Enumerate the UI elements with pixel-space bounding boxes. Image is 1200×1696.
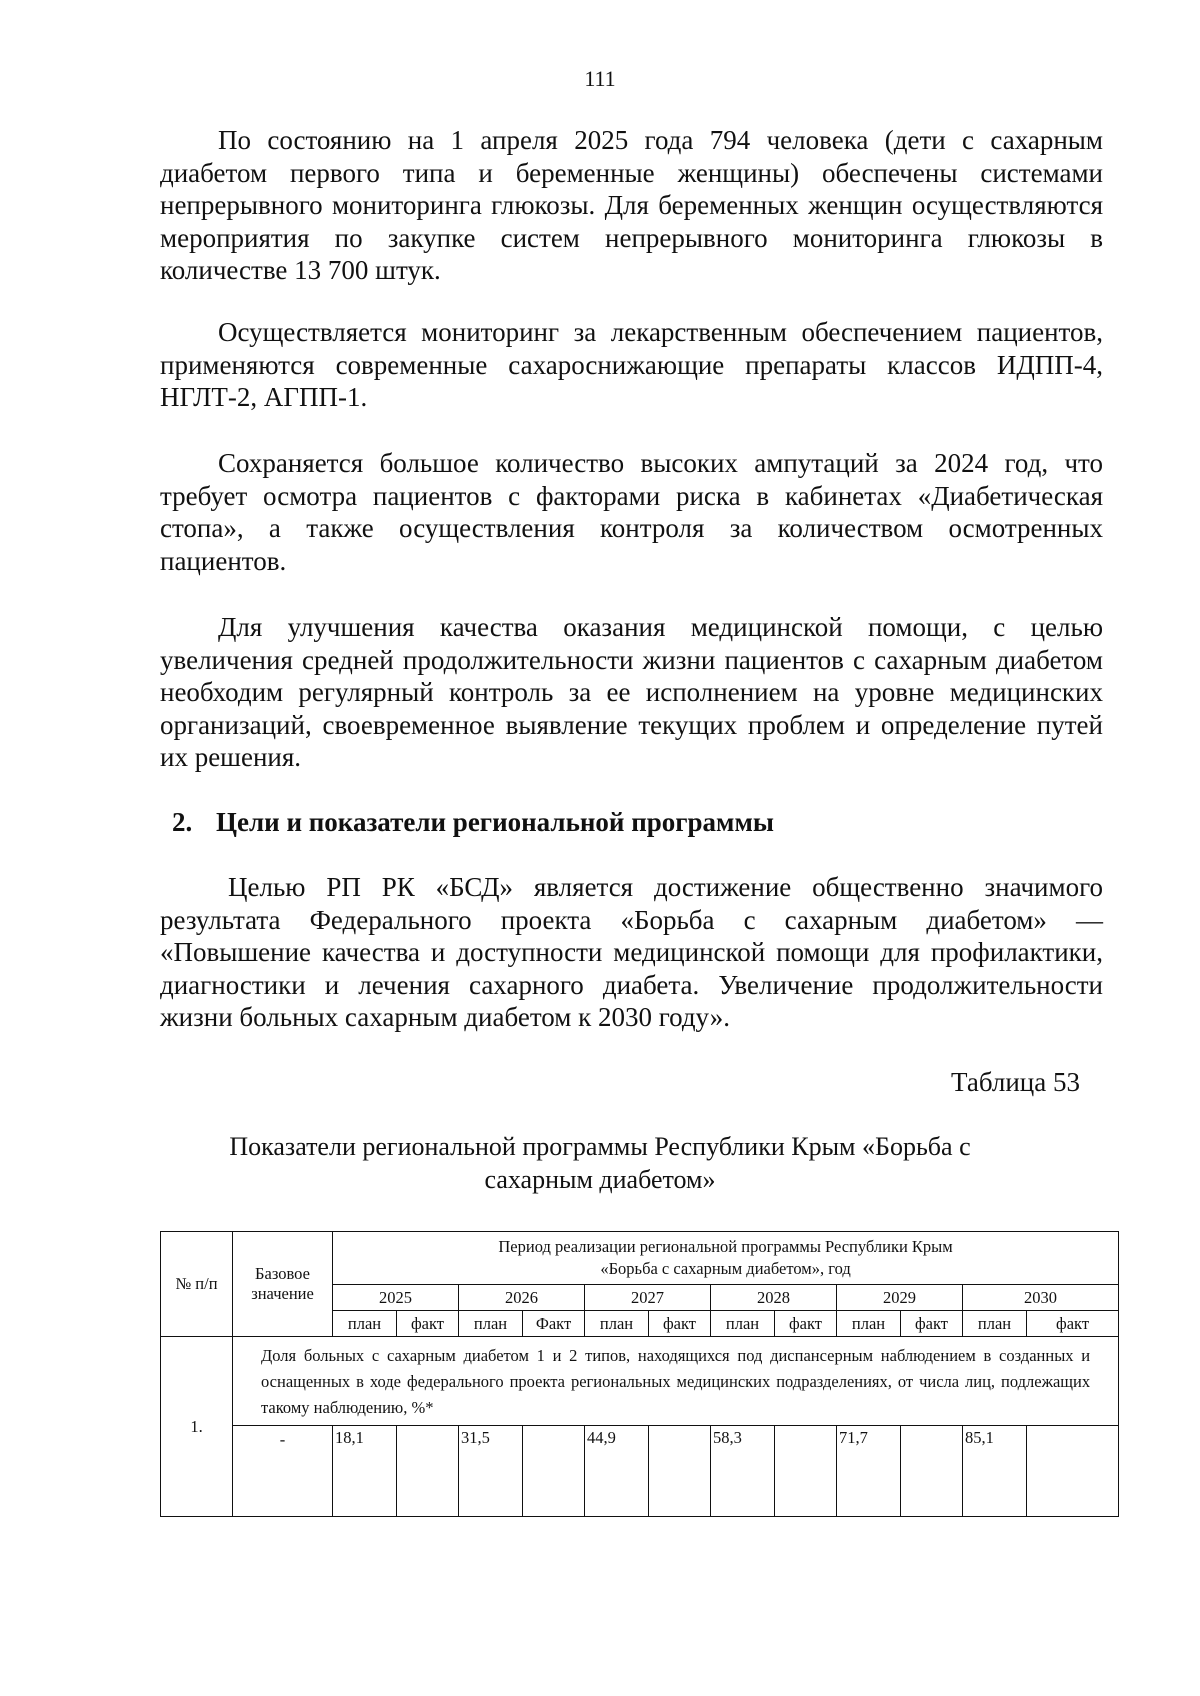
table-title-line-1: Показатели региональной программы Республики Крым «Борьба с <box>229 1132 971 1161</box>
header-plan: план <box>837 1311 901 1337</box>
plan-value: 71,7 <box>837 1426 901 1517</box>
table-row-values <box>161 1426 1119 1517</box>
paragraph-monitoring-systems: По состоянию на 1 апреля 2025 года 794 человека (дети с сахарным диабетом первого типа и беременные женщины) обеспечены системами непрерывного мониторинга глюкозы. Для беременных женщин осуществляются мероприятия по закупке систем непрерывного мониторинга глюкозы в количестве 13 700 штук. <box>160 125 1103 285</box>
table-header-row-1 <box>161 1232 1119 1285</box>
header-plan: план <box>333 1311 397 1337</box>
plan-value: 85,1 <box>963 1426 1027 1517</box>
header-base: Базовое значение <box>233 1232 333 1337</box>
table-row-description <box>161 1337 1119 1426</box>
header-plan: план <box>459 1311 523 1337</box>
header-plan: план <box>963 1311 1027 1337</box>
header-period-line-1: Период реализации региональной программы Республики Крым <box>498 1237 953 1256</box>
header-period <box>333 1232 1119 1285</box>
plan-value: 18,1 <box>333 1426 397 1517</box>
paragraph-amputations: Сохраняется большое количество высоких ампутаций за 2024 год, что требует осмотра пациентов с факторами риска в кабинетах «Диабетическая стопа», а также осуществления контроля за количеством осмотренных пациентов. <box>160 448 1103 576</box>
header-fact: факт <box>1027 1311 1119 1337</box>
table-caption: Таблица 53 <box>951 1067 1080 1097</box>
header-num: № п/п <box>161 1232 233 1337</box>
header-year: 2026 <box>459 1285 585 1311</box>
header-fact: факт <box>649 1311 711 1337</box>
paragraph-program-goal: Целью РП РК «БСД» является достижение общественно значимого результата Федерального проекта «Борьба с сахарным диабетом» — «Повышение качества и доступности медицинской помощи для профилактики, диагностики и лечения сахарного диабета. Увеличение продолжительности жизни больных сахарным диабетом к 2030 году». <box>160 872 1103 1032</box>
header-year: 2027 <box>585 1285 711 1311</box>
header-fact: Факт <box>523 1311 585 1337</box>
row-description: Доля больных с сахарным диабетом 1 и 2 типов, находящихся под диспансерным наблюдением в созданных и оснащенных в ходе федерального проекта региональных медицинских подразделениях, от числа лиц, подлежащих такому наблюдению, %* <box>233 1337 1119 1426</box>
fact-value <box>901 1426 963 1517</box>
table-title-line-2: сахарным диабетом» <box>484 1165 716 1194</box>
section-title: Цели и показатели региональной программы <box>216 807 774 837</box>
paragraph-quality-improvement: Для улучшения качества оказания медицинской помощи, с целью увеличения средней продолжительности жизни пациентов с сахарным диабетом необходим регулярный контроль за ее исполнением на уровне медицинских организаций, своевременное выявление текущих проблем и определение путей их решения. <box>160 612 1103 772</box>
plan-value: 58,3 <box>711 1426 775 1517</box>
table-title <box>0 1130 1200 1196</box>
row-num: 1. <box>161 1337 233 1517</box>
fact-value <box>397 1426 459 1517</box>
header-plan: план <box>585 1311 649 1337</box>
section-number: 2. <box>172 807 193 837</box>
row-base-value: - <box>233 1426 333 1517</box>
header-year: 2030 <box>963 1285 1119 1311</box>
header-fact: факт <box>901 1311 963 1337</box>
indicators-table <box>160 1231 1119 1517</box>
section-heading <box>172 807 1072 838</box>
header-year: 2028 <box>711 1285 837 1311</box>
header-fact: факт <box>775 1311 837 1337</box>
paragraph-drug-monitoring: Осуществляется мониторинг за лекарственным обеспечением пациентов, применяются современные сахароснижающие препараты классов ИДПП-4, НГЛТ-2, АГПП-1. <box>160 317 1103 412</box>
fact-value <box>523 1426 585 1517</box>
fact-value <box>649 1426 711 1517</box>
fact-value <box>775 1426 837 1517</box>
header-plan: план <box>711 1311 775 1337</box>
header-year: 2025 <box>333 1285 459 1311</box>
plan-value: 31,5 <box>459 1426 523 1517</box>
header-year: 2029 <box>837 1285 963 1311</box>
plan-value: 44,9 <box>585 1426 649 1517</box>
header-period-line-2: «Борьба с сахарным диабетом», год <box>600 1259 851 1278</box>
fact-value <box>1027 1426 1119 1517</box>
header-fact: факт <box>397 1311 459 1337</box>
page-number: 111 <box>584 66 616 91</box>
